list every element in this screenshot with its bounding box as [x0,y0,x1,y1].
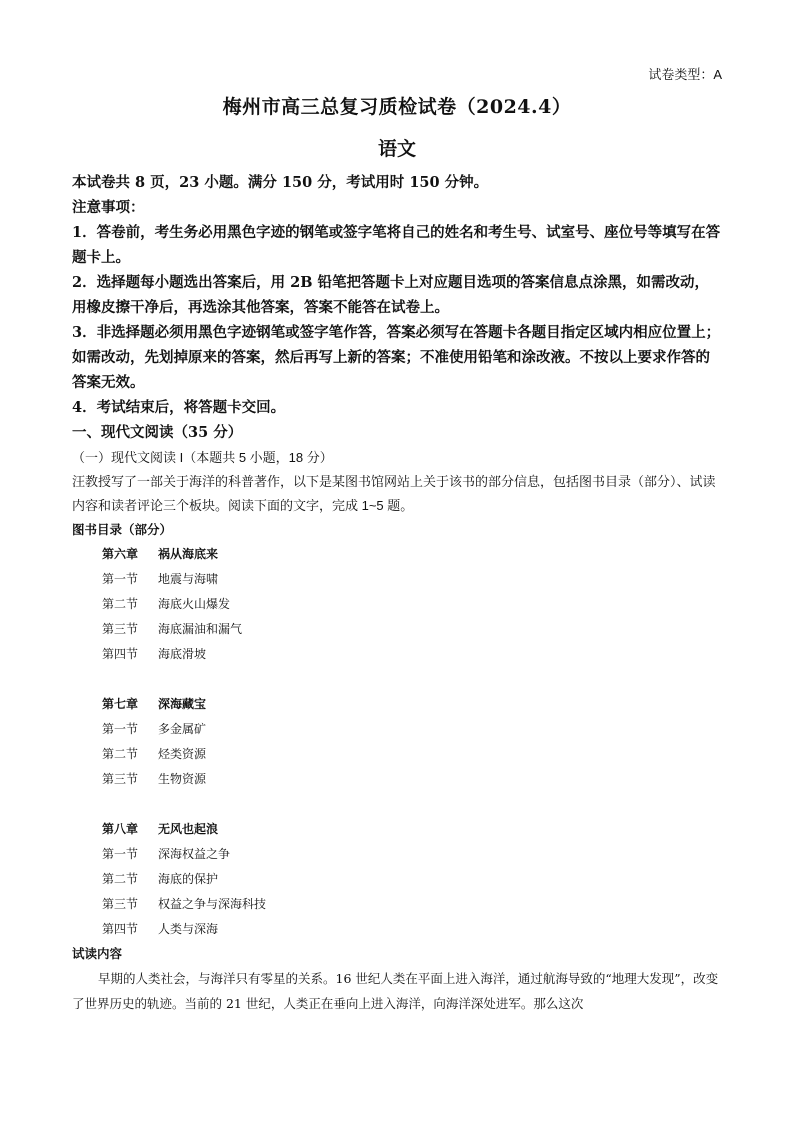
toc-spacer [102,667,722,692]
toc-section-title: 海底漏油和漏气 [158,622,243,636]
toc-section [102,767,722,792]
toc-section-number: 第二节 [102,747,139,761]
toc-section-number: 第三节 [102,622,139,636]
toc-section [102,842,722,867]
toc-section-number: 第一节 [102,572,139,586]
toc-section-number: 第三节 [102,897,139,911]
toc-chapter-number: 第八章 [102,822,139,836]
note-item: 3．非选择题必须用黑色字迹钢笔或签字笔作答，答案必须写在答题卡各题目指定区域内相应位置上；如需改动，先划掉原来的答案，然后再写上新的答案；不准使用铅笔和涂改液。不按以上要求作答的答案无效。 [72,324,721,391]
toc-chapter-title: 祸从海底来 [158,547,219,561]
exam-info: 本试卷共 8 页，23 小题。满分 150 分，考试用时 150 分钟。 [72,174,489,191]
toc-section-number: 第一节 [102,722,139,736]
toc-section-number: 第二节 [102,597,139,611]
toc-chapter [102,692,722,717]
toc-section-number: 第四节 [102,647,139,661]
subject-title: 语文 [377,138,416,160]
toc-section-title: 地震与海啸 [158,572,219,586]
toc-section [102,717,722,742]
reading-intro: 汪教授写了一部关于海洋的科普著作，以下是某图书馆网站上关于该书的部分信息，包括图书目录（部分）、试读内容和读者评论三个板块。阅读下面的文字，完成 1~5 题。 [72,474,716,513]
toc-chapter [102,542,722,567]
toc-section-number: 第一节 [102,847,139,861]
subsection-heading: （一）现代文阅读 I（本题共 5 小题，18 分） [72,450,333,465]
toc-section [102,617,722,642]
toc-section [102,642,722,667]
notes-heading: 注意事项： [72,199,145,216]
toc-section-title: 人类与深海 [158,922,219,936]
toc-section-number: 第二节 [102,872,139,886]
toc-section-title: 海底的保护 [158,872,219,886]
exam-title: 梅州市高三总复习质检试卷（2024.4） [222,96,572,118]
toc-section [102,567,722,592]
toc-section-number: 第三节 [102,772,139,786]
toc-section [102,867,722,892]
toc-chapter-title: 无风也起浪 [158,822,219,836]
toc-chapter-number: 第六章 [102,547,139,561]
paper-type-label: 试卷类型：A [648,67,722,82]
table-of-contents [72,542,722,942]
toc-section [102,892,722,917]
toc-section [102,742,722,767]
toc-section-number: 第四节 [102,922,139,936]
note-item: 4．考试结束后，将答题卡交回。 [72,399,286,416]
exam-content [72,170,722,1016]
toc-section [102,592,722,617]
toc-section-title: 多金属矿 [158,722,207,736]
toc-section-title: 海底火山爆发 [158,597,231,611]
note-item: 2．选择题每小题选出答案后，用 2B 铅笔把答题卡上对应题目选项的答案信息点涂黑，如需改动，用橡皮擦干净后，再选涂其他答案，答案不能答在试卷上。 [72,274,710,316]
toc-chapter-title: 深海藏宝 [158,697,207,711]
toc-section-title: 烃类资源 [158,747,207,761]
toc-spacer [102,792,722,817]
toc-section [102,917,722,942]
section-heading: 一、现代文阅读（35 分） [72,424,243,441]
toc-chapter-number: 第七章 [102,697,139,711]
trial-reading-label: 试读内容 [72,946,123,961]
note-item: 1．答卷前，考生务必用黑色字迹的钢笔或签字笔将自己的姓名和考生号、试室号、座位号等填写在答题卡上。 [72,224,721,266]
trial-reading-text: 早期的人类社会，与海洋只有零星的关系。16 世纪人类在平面上进入海洋，通过航海导致的“地理大发现”，改变了世界历史的轨迹。当前的 21 世纪，人类正在垂向上进入海洋，向海洋深处进军。那么这次 [72,971,719,1011]
toc-chapter [102,817,722,842]
toc-label: 图书目录（部分） [72,522,173,537]
toc-section-title: 权益之争与深海科技 [158,897,267,911]
toc-section-title: 深海权益之争 [158,847,231,861]
toc-section-title: 海底滑坡 [158,647,207,661]
toc-section-title: 生物资源 [158,772,207,786]
